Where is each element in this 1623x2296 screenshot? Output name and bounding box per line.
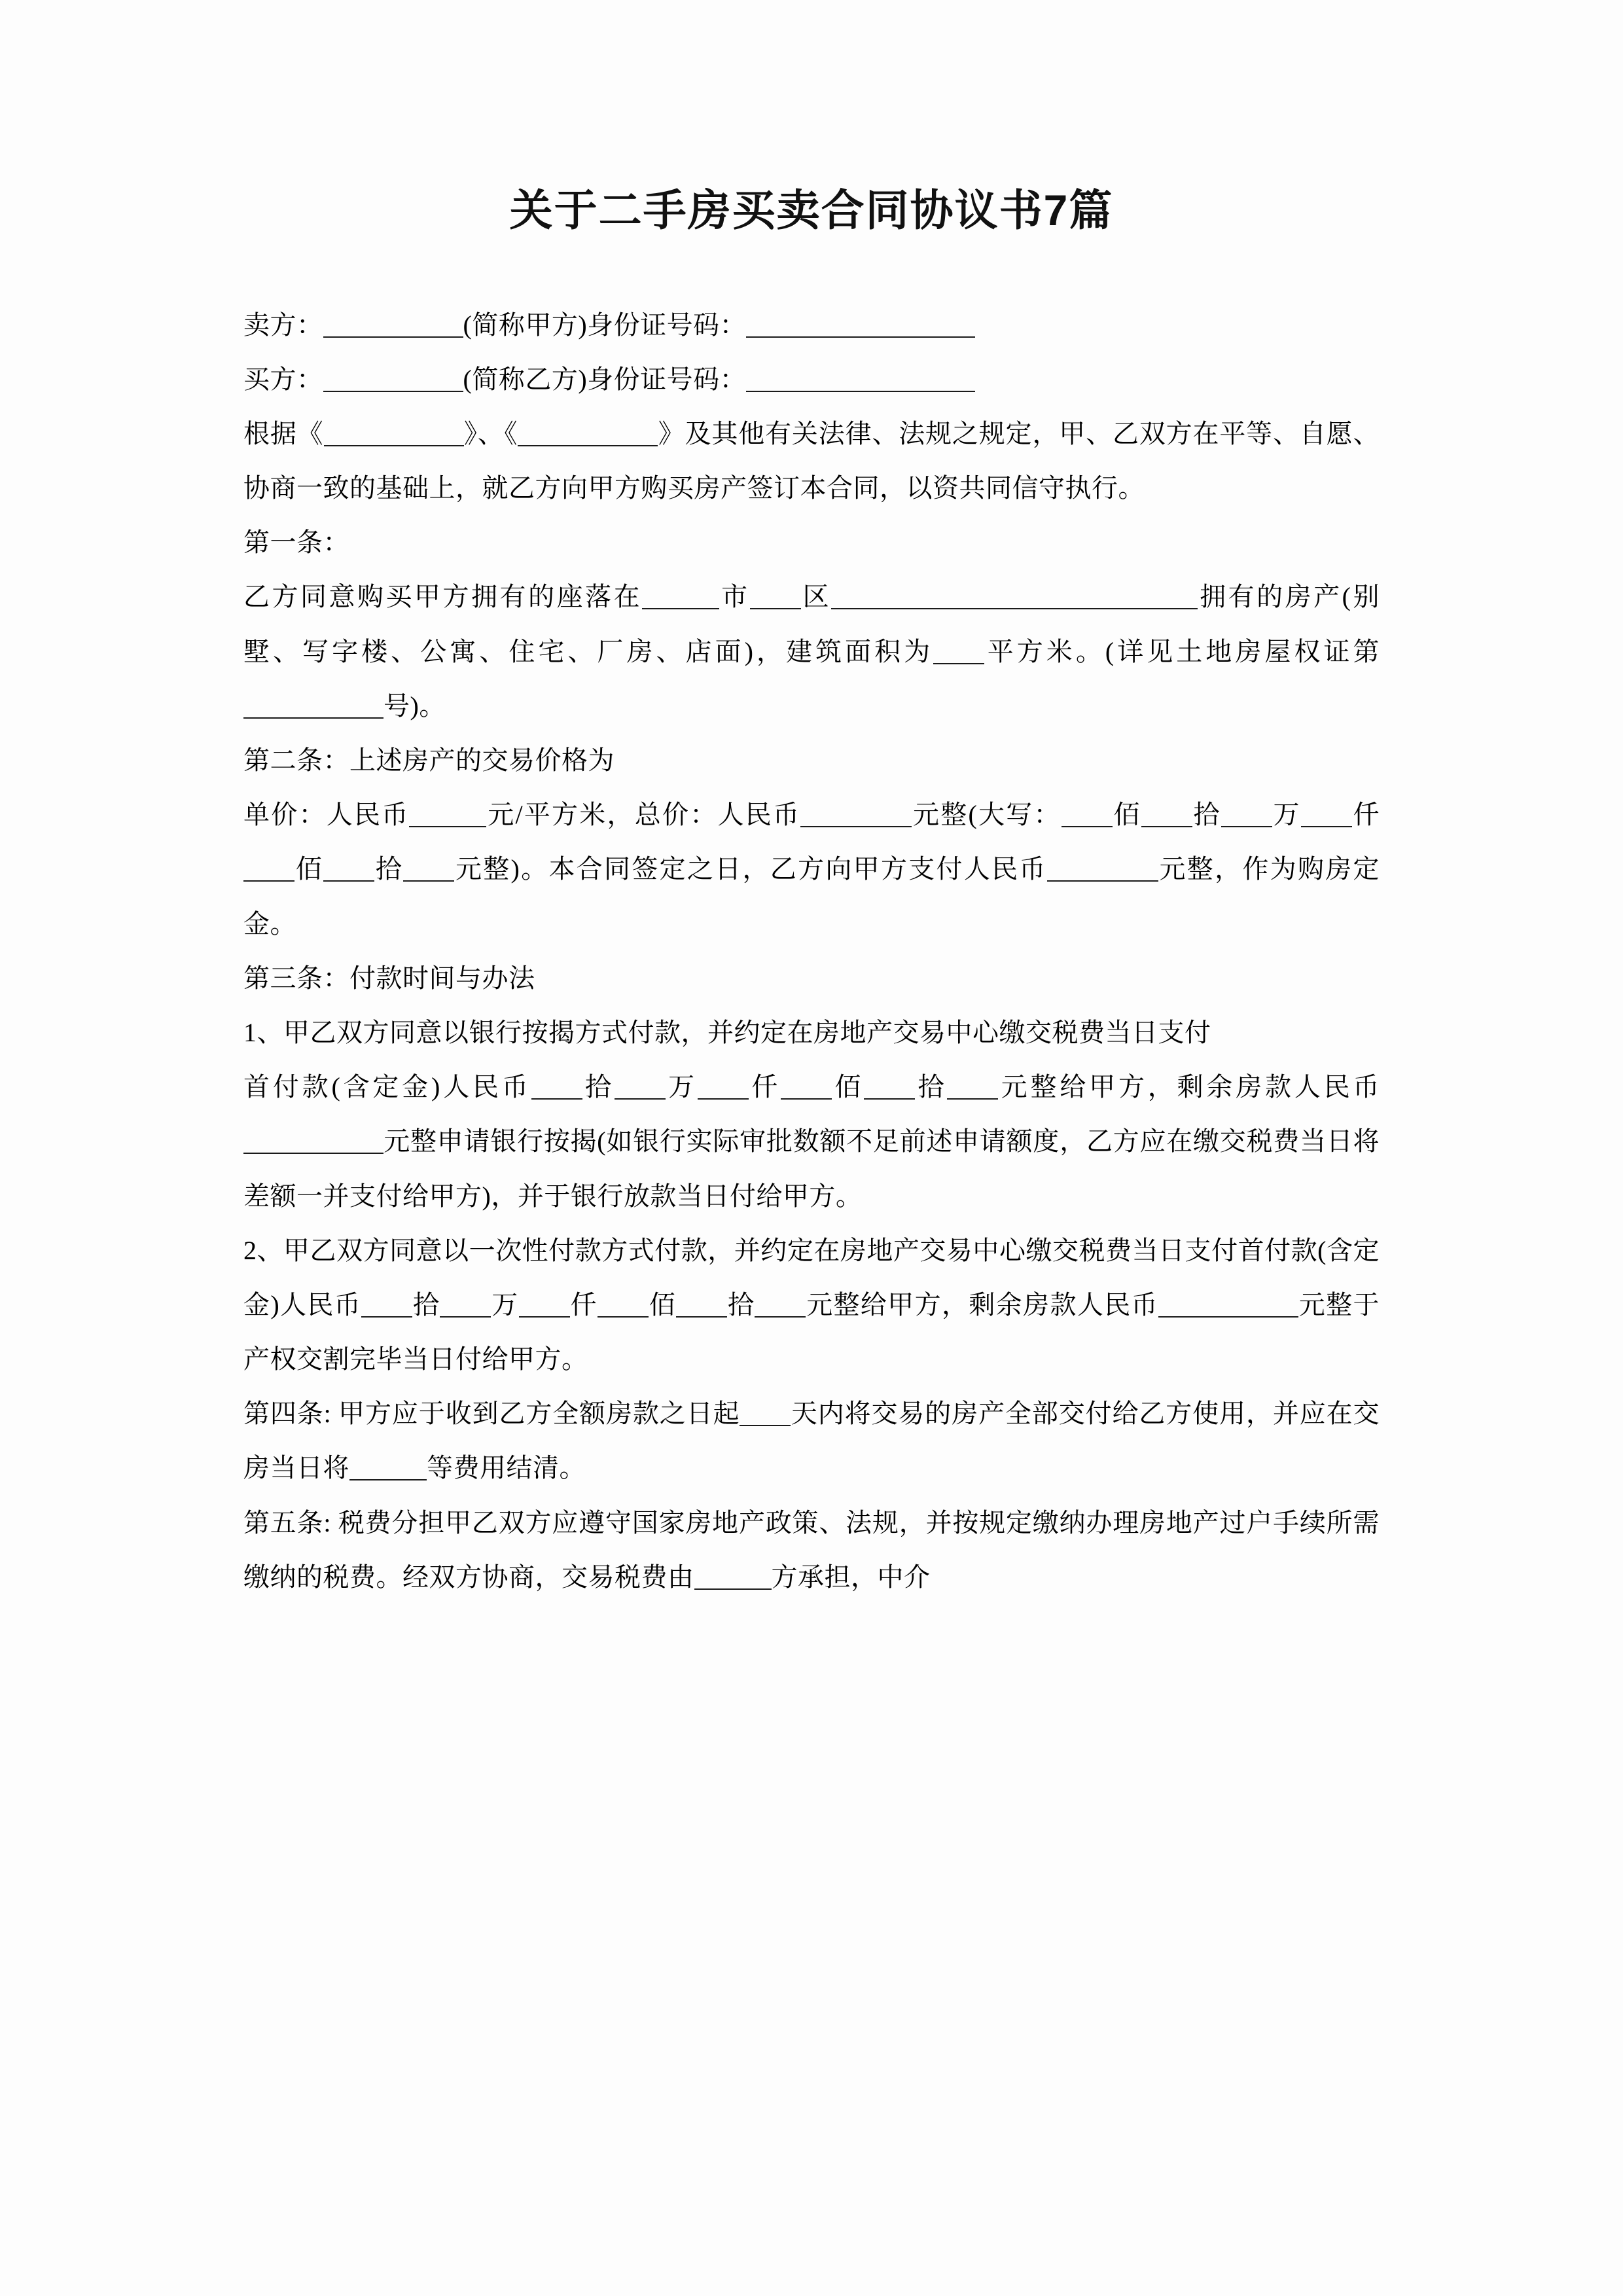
text-run: 元整申请银行按揭(如银行实际审批数额不足前述申请额度，乙方应在缴交税费当日将差额一并支付给甲方)，并于银行放款当日付给甲方。	[243, 1126, 1380, 1211]
paragraph-article-2-heading	[243, 733, 1380, 787]
paragraph-article-1-body	[243, 569, 1380, 733]
fill-in-blank[interactable]	[750, 584, 801, 609]
fill-in-blank[interactable]	[781, 1075, 832, 1100]
fill-in-blank[interactable]	[642, 584, 719, 609]
text-run: 元整给甲方，剩余房款人民币	[998, 1072, 1380, 1102]
fill-in-blank[interactable]	[694, 1565, 772, 1590]
fill-in-blank[interactable]	[243, 1129, 383, 1154]
fill-in-blank[interactable]	[361, 1293, 412, 1318]
text-run: 佰	[648, 1289, 677, 1319]
text-run: 第一条：	[243, 528, 349, 558]
document-content	[243, 183, 1380, 1604]
contract-body	[243, 298, 1380, 1605]
fill-in-blank[interactable]	[243, 857, 294, 882]
text-run: 天内将交易的房产全部交付给乙方使用，并应在交房当日将	[243, 1399, 1380, 1483]
fill-in-blank[interactable]	[1047, 857, 1158, 882]
text-run: 万	[491, 1289, 519, 1319]
fill-in-blank[interactable]	[349, 1456, 427, 1480]
text-run: 等费用结清。	[427, 1453, 586, 1483]
text-run: 区	[800, 582, 832, 612]
text-run: 买方：	[243, 364, 323, 394]
fill-in-blank[interactable]	[324, 422, 464, 446]
fill-in-blank[interactable]	[1221, 802, 1272, 827]
fill-in-blank[interactable]	[755, 1293, 806, 1318]
text-run: 拾	[582, 1072, 615, 1102]
paragraph-article-3-item-2	[243, 1223, 1380, 1387]
fill-in-blank[interactable]	[323, 857, 374, 882]
text-run: 》及其他有关法律、法规之规定，甲、乙双方在平等、自愿、协商一致的基础上，就乙方向甲方购买房产签订本合同，以资共同信守执行。	[243, 418, 1380, 503]
text-run: 第二条：上述房产的交易价格为	[243, 745, 615, 775]
text-run: 元整于产权交割完毕当日付给甲方。	[243, 1289, 1380, 1374]
paragraph-article-1-heading	[243, 515, 1380, 569]
fill-in-blank[interactable]	[440, 1293, 491, 1318]
text-run: 元整(大写：	[912, 800, 1061, 830]
paragraph-article-3-item-1	[243, 1005, 1380, 1060]
text-run: 第四条: 甲方应于收到乙方全额房款之日起	[243, 1399, 740, 1429]
fill-in-blank[interactable]	[1061, 802, 1113, 827]
fill-in-blank[interactable]	[531, 1075, 582, 1100]
fill-in-blank[interactable]	[323, 367, 463, 392]
paragraph-article-3-heading	[243, 951, 1380, 1005]
text-run: 卖方：	[243, 310, 323, 340]
text-run: 拾	[915, 1072, 948, 1102]
fill-in-blank[interactable]	[831, 584, 1198, 609]
text-run: 佰	[1112, 800, 1141, 830]
text-run: 2、甲乙双方同意以一次性付款方式付款，并约定在房地产交易中心缴交税费当日支付首付款(含定金)人民币	[243, 1235, 1380, 1319]
paragraph-buyer	[243, 352, 1380, 406]
fill-in-blank[interactable]	[409, 802, 486, 827]
fill-in-blank[interactable]	[746, 367, 975, 392]
text-run: 》、《	[463, 418, 518, 448]
text-run: 第五条: 税费分担甲乙双方应遵守国家房地产政策、法规，并按规定缴纳办理房地产过户手续所需缴纳的税费。经双方协商，交易税费由	[243, 1507, 1380, 1592]
page-title: 关于二手房买卖合同协议书7篇	[509, 186, 1114, 234]
text-run: (简称甲方)身份证号码：	[463, 310, 747, 340]
text-run: 仟	[1351, 800, 1380, 830]
fill-in-blank[interactable]	[698, 1075, 749, 1100]
fill-in-blank[interactable]	[615, 1075, 666, 1100]
text-run: 号)。	[383, 691, 446, 721]
text-run: 平方米。(详见土地房屋权证第	[984, 636, 1380, 666]
text-run: 拾	[374, 854, 404, 884]
text-run: 佰	[832, 1072, 865, 1102]
paragraph-article-5	[243, 1496, 1380, 1604]
fill-in-blank[interactable]	[676, 1293, 727, 1318]
text-run: 佰	[294, 854, 324, 884]
text-run: 乙方同意购买甲方拥有的座落在	[243, 582, 643, 612]
fill-in-blank[interactable]	[519, 1293, 570, 1318]
paragraph-preamble	[243, 406, 1380, 515]
fill-in-blank[interactable]	[864, 1075, 915, 1100]
fill-in-blank[interactable]	[947, 1075, 998, 1100]
fill-in-blank[interactable]	[746, 313, 975, 338]
paragraph-article-3-item-1-detail	[243, 1060, 1380, 1223]
fill-in-blank[interactable]	[597, 1293, 649, 1318]
paragraph-seller	[243, 298, 1380, 352]
paragraph-article-4	[243, 1386, 1380, 1495]
text-run: 拾	[727, 1289, 755, 1319]
text-run: 市	[719, 582, 750, 612]
text-run: 万	[665, 1072, 698, 1102]
fill-in-blank[interactable]	[518, 422, 658, 446]
fill-in-blank[interactable]	[1158, 1293, 1298, 1318]
fill-in-blank[interactable]	[243, 694, 383, 719]
text-run: 1、甲乙双方同意以银行按揭方式付款，并约定在房地产交易中心缴交税费当日支付	[243, 1017, 1211, 1047]
text-run: 元整给甲方，剩余房款人民币	[806, 1289, 1158, 1319]
text-run: 方承担，中介	[771, 1562, 931, 1592]
text-run: 仟	[569, 1289, 597, 1319]
text-run: 仟	[748, 1072, 781, 1102]
text-run: 拥有的房产(别墅、写字楼、公寓、住宅、厂房、店面)，建筑面积为	[243, 582, 1380, 666]
fill-in-blank[interactable]	[1301, 802, 1352, 827]
text-run: 元整)。本合同签定之日，乙方向甲方支付人民币	[454, 854, 1047, 884]
fill-in-blank[interactable]	[323, 313, 463, 338]
text-run: 第三条：付款时间与办法	[243, 963, 535, 993]
text-run: 拾	[1192, 800, 1221, 830]
text-run: 万	[1272, 800, 1301, 830]
text-run: 首付款(含定金)人民币	[243, 1072, 531, 1102]
fill-in-blank[interactable]	[933, 639, 984, 664]
paragraph-article-2-body	[243, 787, 1380, 951]
text-run: 元整，作为购房定金。	[243, 854, 1380, 939]
text-run: 根据《	[243, 418, 324, 448]
text-run: 元/平方米，总价：人民币	[486, 800, 801, 830]
text-run: 拾	[412, 1289, 440, 1319]
fill-in-blank[interactable]	[1141, 802, 1192, 827]
fill-in-blank[interactable]	[740, 1401, 791, 1426]
text-run: 单价：人民币	[243, 800, 410, 830]
text-run: (简称乙方)身份证号码：	[463, 364, 747, 394]
fill-in-blank[interactable]	[800, 802, 912, 827]
fill-in-blank[interactable]	[403, 857, 454, 882]
